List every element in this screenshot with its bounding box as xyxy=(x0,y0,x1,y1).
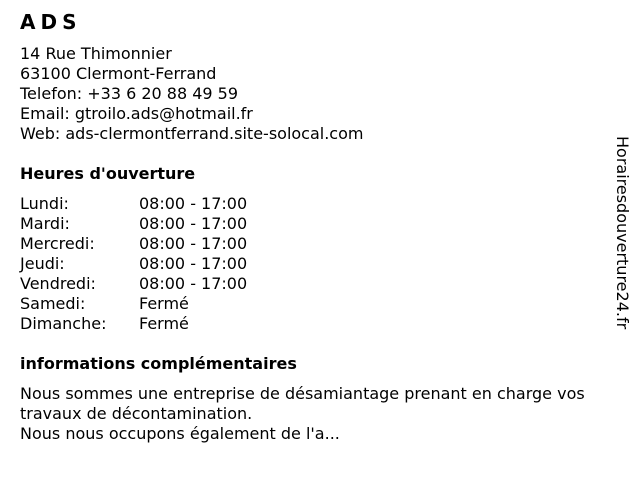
business-name: ADS xyxy=(20,10,82,34)
contact-block xyxy=(20,44,363,144)
day-hours: Fermé xyxy=(139,314,189,333)
day-label: Samedi: xyxy=(20,294,86,313)
day-label: Jeudi: xyxy=(20,254,65,273)
city-postcode: 63100 Clermont-Ferrand xyxy=(20,64,217,83)
site-watermark: Horairesdouverture24.fr xyxy=(613,136,632,330)
phone-line: Telefon: +33 6 20 88 49 59 xyxy=(20,84,239,103)
day-hours: 08:00 - 17:00 xyxy=(139,274,248,293)
day-label: Dimanche: xyxy=(20,314,107,333)
opening-hours-heading: Heures d'ouverture xyxy=(20,164,196,183)
day-label: Mardi: xyxy=(20,214,70,233)
day-label: Lundi: xyxy=(20,194,69,213)
day-hours: 08:00 - 17:00 xyxy=(139,214,248,233)
day-label: Mercredi: xyxy=(20,234,95,253)
day-hours: 08:00 - 17:00 xyxy=(139,254,248,273)
day-hours: Fermé xyxy=(139,294,189,313)
website-line: Web: ads-clermontferrand.site-solocal.com xyxy=(20,124,364,143)
additional-info-heading: informations complémentaires xyxy=(20,354,297,373)
day-hours: 08:00 - 17:00 xyxy=(139,194,248,213)
email-line: Email: gtroilo.ads@hotmail.fr xyxy=(20,104,253,123)
day-hours: 08:00 - 17:00 xyxy=(139,234,248,253)
business-description: Nous sommes une entreprise de désamiantage prenant en charge vos travaux de décontamination. Nous nous occupons également de l'a... xyxy=(20,384,585,443)
street-address: 14 Rue Thimonnier xyxy=(20,44,172,63)
day-label: Vendredi: xyxy=(20,274,96,293)
